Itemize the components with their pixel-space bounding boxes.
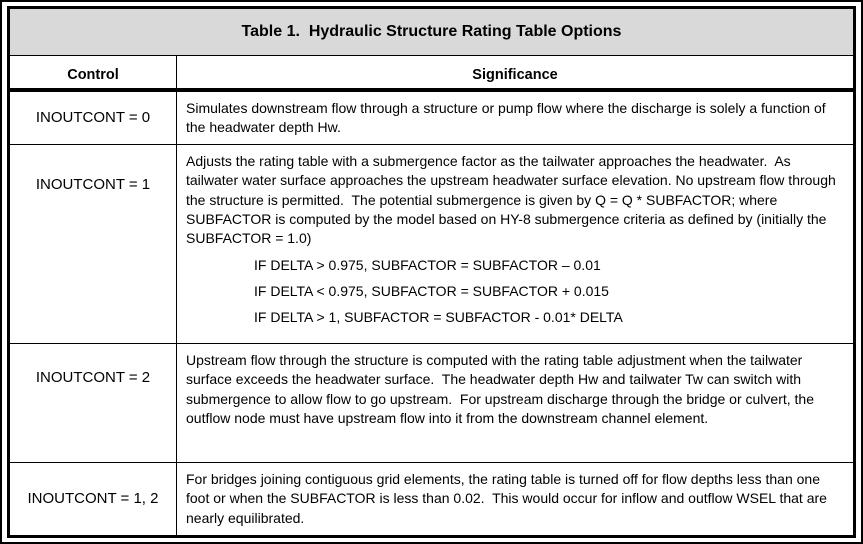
significance-cell (177, 344, 855, 463)
significance-paragraph: Adjusts the rating table with a submergence factor as the tailwater approaches the headwater. As tailwater water surface approaches the upstream headwater surface elevation. No upstream flow through the structure is permitted. The potential submergence is given by Q = Q * SUBFACTOR; where SUBFACTOR is computed by the model based on HY-8 submergence criteria as defined by (initially the SUBFACTOR = 1.0) (186, 153, 840, 247)
table-row-inoutcont-0 (9, 90, 855, 145)
control-cell: INOUTCONT = 1, 2 (9, 462, 177, 536)
significance-paragraph: Simulates downstream flow through a structure or pump flow where the discharge is solely a function of the headwater depth Hw. (186, 99, 830, 136)
significance-paragraph: Upstream flow through the structure is computed with the rating table adjustment when the tailwater surface exceeds the headwater surface. The headwater depth Hw and tailwater Tw can switch with submergence to allow flow to go upstream. For upstream discharge through the bridge or culvert, the outflow node must have upstream flow into it from the downstream channel element. (186, 352, 818, 427)
significance-paragraph: For bridges joining contiguous grid elements, the rating table is turned off for flow depths less than one foot or when the SUBFACTOR is less than 0.02. This would occur for inflow and outflow WSEL that are nearly equilibrated. (186, 470, 831, 526)
column-header-row (9, 55, 855, 90)
column-header-control: Control (9, 55, 177, 90)
subfactor-condition-line: IF DELTA < 0.975, SUBFACTOR = SUBFACTOR + 0.015 (254, 283, 609, 300)
table-title-row (9, 8, 855, 56)
subfactor-condition-line: IF DELTA > 1, SUBFACTOR = SUBFACTOR - 0.01* DELTA (254, 309, 623, 326)
control-cell: INOUTCONT = 2 (9, 344, 177, 463)
table-row-inoutcont-1-2 (9, 462, 855, 536)
table-row-inoutcont-2 (9, 344, 855, 463)
column-header-significance: Significance (177, 55, 855, 90)
significance-cell (177, 145, 855, 344)
table-title: Table 1. Hydraulic Structure Rating Table Options (9, 8, 855, 56)
subfactor-condition-line: IF DELTA > 0.975, SUBFACTOR = SUBFACTOR – 0.01 (254, 256, 601, 273)
significance-cell (177, 462, 855, 536)
control-cell: INOUTCONT = 0 (9, 90, 177, 145)
table-row-inoutcont-1 (9, 145, 855, 344)
significance-cell (177, 90, 855, 145)
control-cell: INOUTCONT = 1 (9, 145, 177, 344)
rating-table (7, 6, 856, 538)
